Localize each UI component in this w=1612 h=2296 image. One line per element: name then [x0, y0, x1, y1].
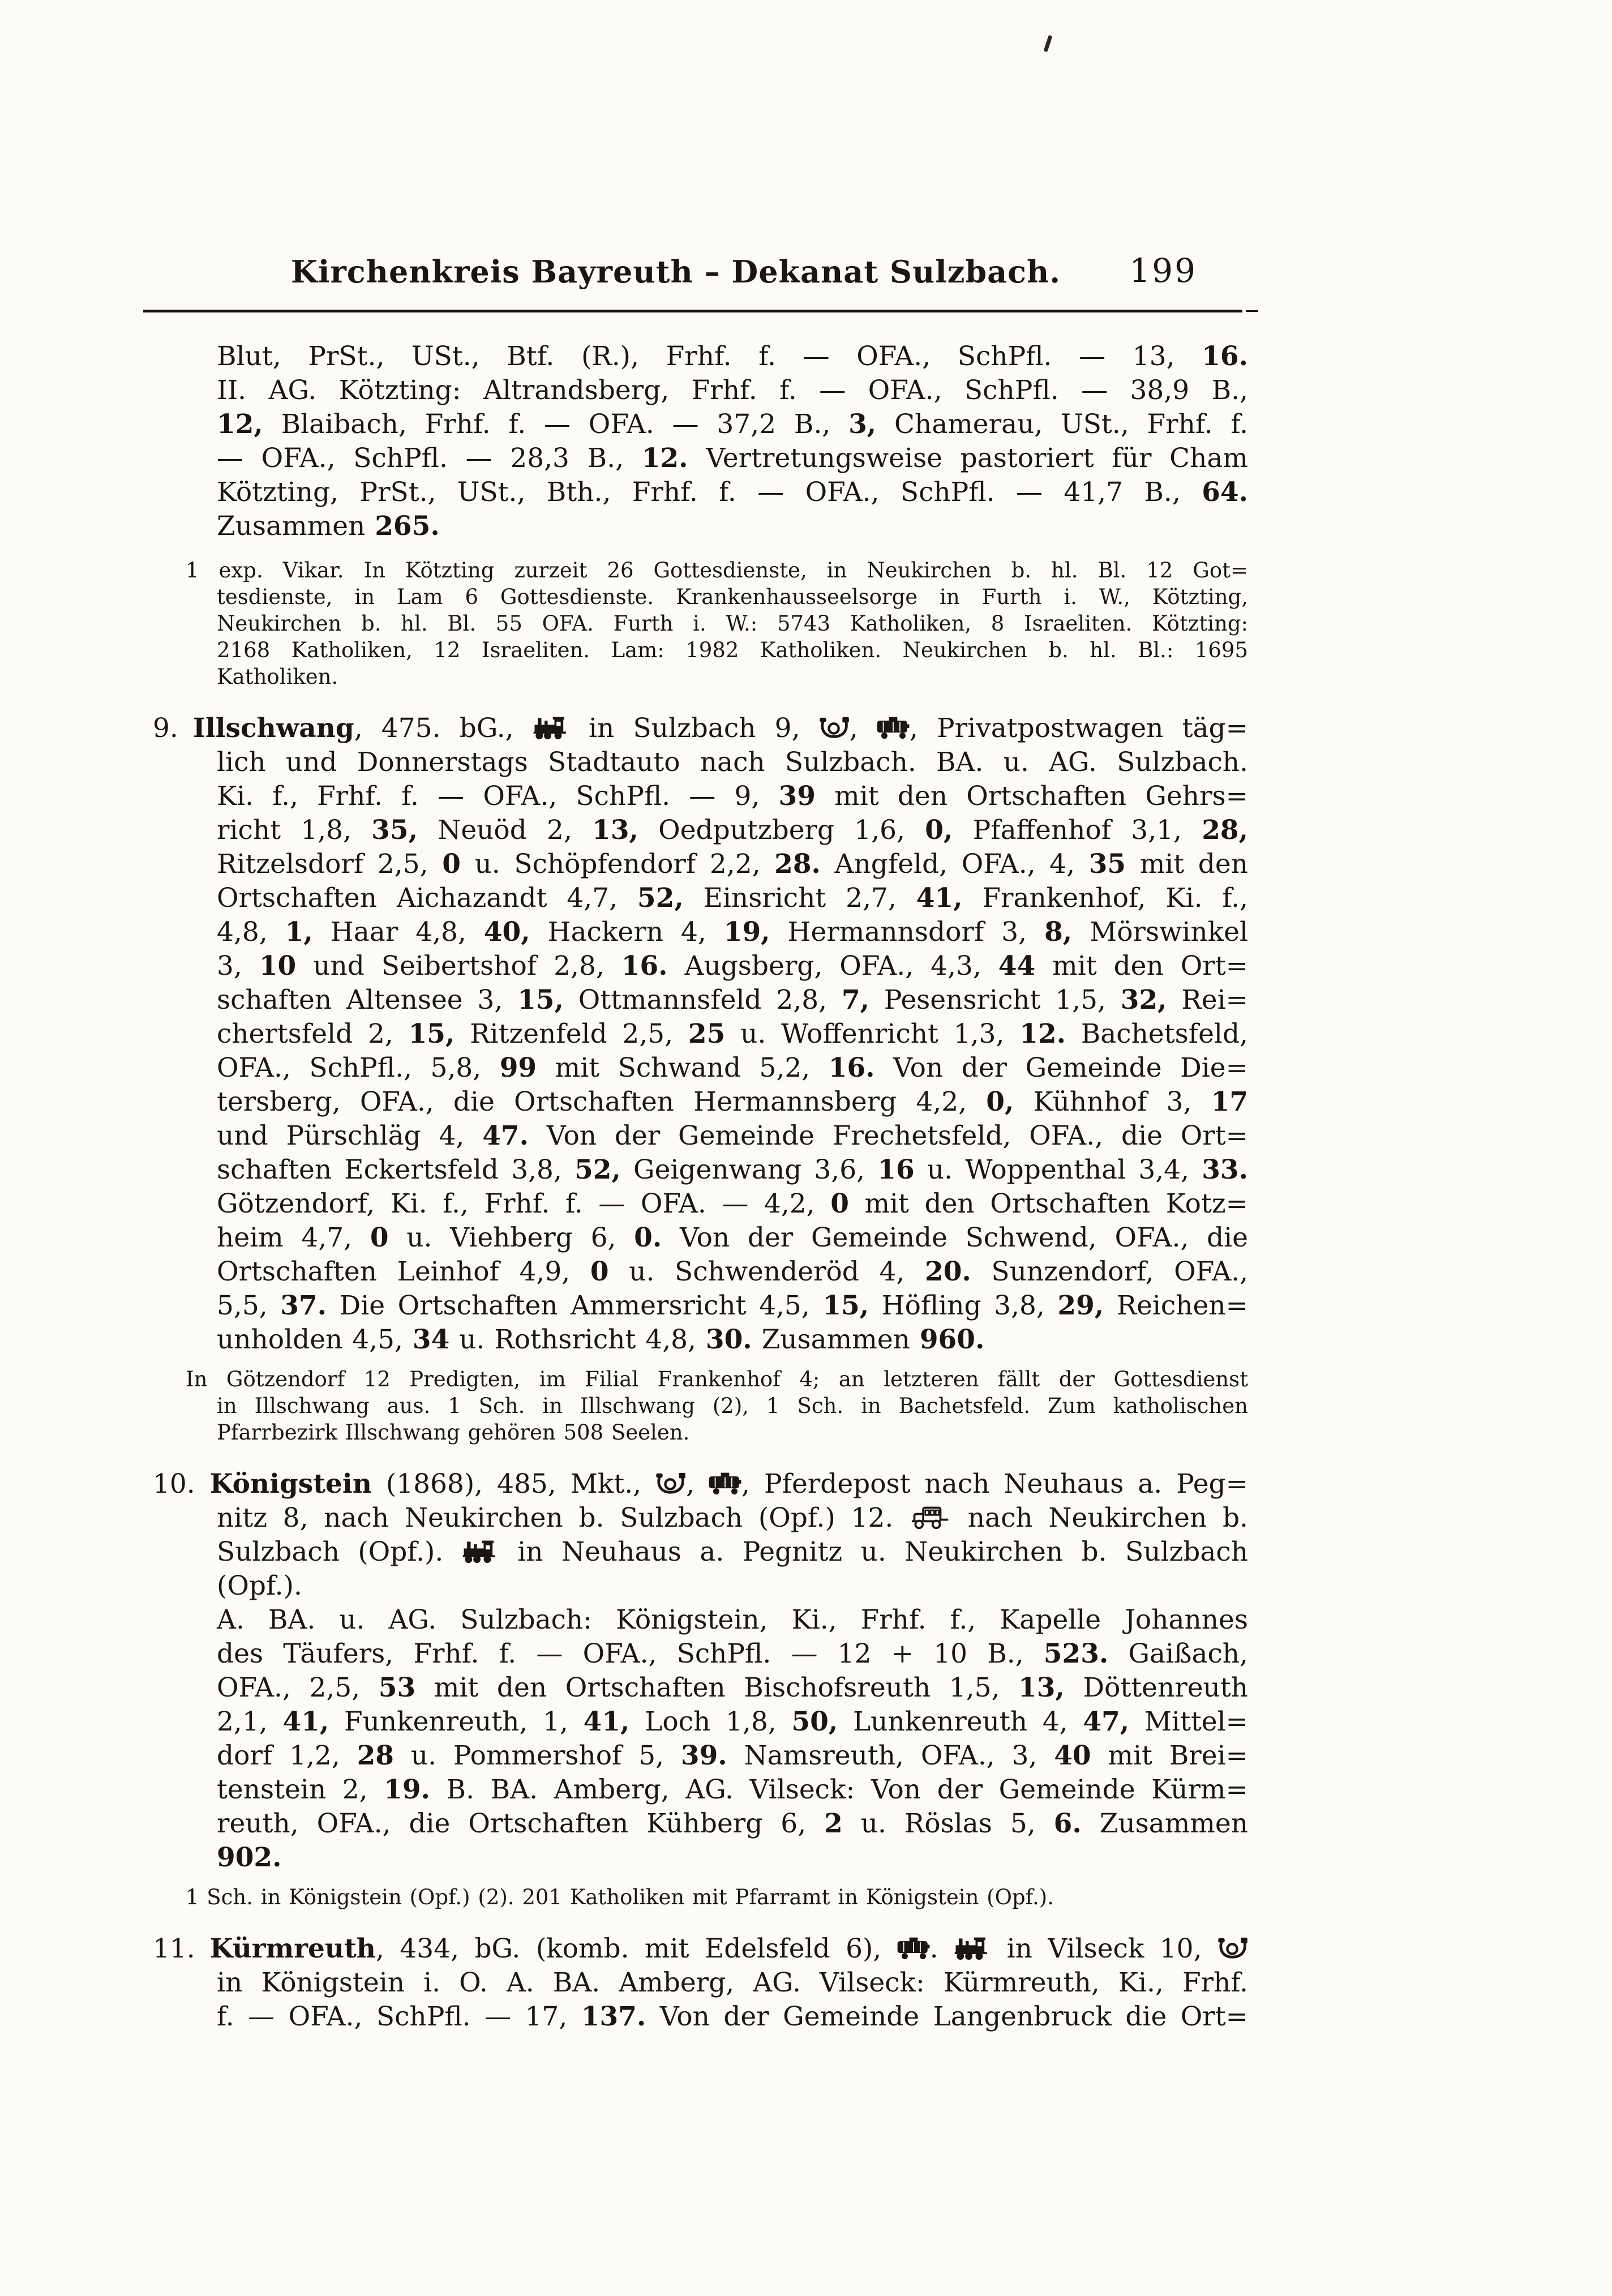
text-run: mit den Ort=: [1035, 950, 1248, 982]
text-run: 2,1,: [217, 1706, 283, 1737]
text-line: [217, 1671, 1248, 1705]
text-run: .: [929, 1933, 954, 1964]
text-run: dorf 1,2,: [217, 1740, 357, 1771]
text-run: Kühnhof 3,: [1014, 1086, 1211, 1117]
text-line: [217, 1966, 1248, 2000]
bold-number: 16.: [828, 1052, 875, 1083]
bold-number: 0: [442, 849, 461, 880]
scan-artifact-mark: [1044, 35, 1053, 53]
text-run: tesdienste, in Lam 6 Gottesdienste. Krankenhausseelsorge in Furth i. W., Kötzting,: [217, 585, 1248, 609]
bold-number: 25: [688, 1018, 726, 1050]
bold-number: 20.: [925, 1256, 971, 1287]
bold-number: 523.: [1043, 1638, 1109, 1669]
bold-number: 13,: [1018, 1672, 1065, 1703]
text-run: Gaißach,: [1108, 1638, 1249, 1669]
text-line: [153, 712, 1248, 746]
text-line: [217, 476, 1248, 509]
header-rule: [143, 310, 1242, 312]
text-line: [217, 610, 1248, 637]
bold-number: 12.: [641, 443, 688, 474]
text-run: in Sulzbach 9,: [569, 713, 819, 744]
text-run: mit Schwand 5,2,: [537, 1052, 829, 1083]
text-run: Blut, PrSt., USt., Btf. (R.), Frhf. f. — OFA., SchPfl. — 13,: [217, 341, 1202, 372]
entry-9: [153, 712, 1249, 1357]
bold-number: 64.: [1202, 477, 1248, 508]
bold-number: 99: [499, 1052, 537, 1083]
text-run: mit den Ortschaften Bischofsreuth 1,5,: [415, 1672, 1019, 1703]
bold-number: 41,: [916, 883, 963, 914]
text-block: [153, 340, 1249, 2034]
text-run: Ki. f., Frhf. f. — OFA., SchPfl. — 9,: [217, 781, 779, 812]
text-run: nach Neukirchen b.: [952, 1502, 1248, 1533]
text-line: [217, 340, 1248, 374]
text-line: [217, 374, 1248, 408]
text-run: in Vilseck 10,: [991, 1933, 1217, 1964]
bold-number: 52,: [637, 883, 684, 914]
text-run: Von der Gemeinde Langenbruck die Ort=: [646, 2001, 1248, 2032]
text-run: Sunzendorf, OFA.,: [971, 1256, 1249, 1287]
bold-number: 137.: [581, 2001, 646, 2032]
bold-number: 6.: [1053, 1808, 1082, 1839]
entry-number: 11.: [153, 1933, 195, 1964]
bold-number: 29,: [1057, 1290, 1104, 1321]
text-line: [217, 584, 1248, 610]
mail-coach-icon: [877, 715, 910, 740]
bold-number: 41,: [583, 1706, 630, 1737]
text-run: 4,8,: [217, 916, 285, 948]
text-run: Namsreuth, OFA., 3,: [727, 1740, 1054, 1771]
bold-number: 40,: [483, 916, 530, 948]
text-run: und Pürschläg 4,: [217, 1120, 483, 1151]
text-run: u. Viehberg 6,: [388, 1222, 634, 1253]
text-run: Zusammen: [1081, 1808, 1248, 1839]
text-run: Lunkenreuth 4,: [838, 1706, 1083, 1737]
text-run: ,: [849, 713, 877, 744]
text-run: Einsricht 2,7,: [683, 883, 916, 914]
page-header: [217, 251, 1248, 305]
railway-locomotive-icon: [462, 1538, 499, 1564]
text-run: Von der Gemeinde Frechetsfeld, OFA., die Ort=: [528, 1120, 1248, 1151]
bold-number: 960.: [919, 1324, 985, 1355]
text-run: Geigenwang 3,6,: [620, 1154, 878, 1185]
bold-number: 8,: [1044, 916, 1073, 948]
bold-number: 41,: [282, 1706, 329, 1737]
text-line: [217, 1393, 1248, 1419]
bold-number: 39: [778, 781, 816, 812]
text-line: [217, 1085, 1248, 1119]
bold-number: 17: [1211, 1086, 1249, 1117]
bold-number: 33.: [1202, 1154, 1248, 1185]
bold-number: 7,: [841, 984, 869, 1016]
text-line: [217, 779, 1248, 813]
text-run: Haar 4,8,: [312, 916, 484, 948]
text-run: Zusammen: [752, 1324, 920, 1355]
text-line: [217, 915, 1248, 949]
text-run: und Seibertshof 2,8,: [296, 950, 621, 982]
text-line: [217, 1221, 1248, 1255]
text-run: Götzendorf, Ki. f., Frhf. f. — OFA. — 4,2,: [217, 1188, 831, 1219]
text-line: [153, 1467, 1248, 1501]
bold-number: 47.: [482, 1120, 529, 1151]
text-line: [217, 1119, 1248, 1153]
text-run: Neuöd 2,: [417, 815, 593, 846]
page-number: 199: [1129, 251, 1197, 290]
text-run: Oedputzberg 1,6,: [638, 815, 925, 846]
text-run: tersberg, OFA., die Ortschaften Hermannsberg 4,2,: [217, 1086, 987, 1117]
bold-number: 40: [1054, 1740, 1091, 1771]
text-run: 3,: [217, 950, 259, 982]
text-run: II. AG. Kötzting: Altrandsberg, Frhf. f. — OFA., SchPfl. — 38,9 B.,: [217, 375, 1248, 406]
text-run: Zusammen: [217, 511, 375, 542]
text-run: , Pferdepost nach Neuhaus a. Peg=: [741, 1468, 1249, 1500]
railway-locomotive-icon: [954, 1935, 991, 1961]
text-line: [217, 442, 1248, 476]
bold-number: 0: [370, 1222, 389, 1253]
text-run: Ritzenfeld 2,5,: [455, 1018, 688, 1050]
text-run: mit Brei=: [1091, 1740, 1248, 1771]
text-run: Ottmannsfeld 2,8,: [563, 984, 842, 1016]
bold-number: 35: [1088, 849, 1126, 880]
entry-11: [153, 1932, 1248, 2034]
text-run: schaften Eckertsfeld 3,8,: [217, 1154, 575, 1185]
footnote: [186, 557, 1248, 690]
posthorn-icon: [655, 1471, 686, 1495]
bold-number: 16.: [621, 950, 668, 982]
text-run: Sulzbach (Opf.).: [217, 1536, 462, 1567]
text-line: [217, 1289, 1248, 1323]
bold-number: Illschwang: [192, 713, 354, 744]
text-line: [217, 509, 1248, 543]
bold-number: 37.: [280, 1290, 327, 1321]
continuation-paragraph: [217, 340, 1248, 543]
text-run: Von der Gemeinde Die=: [874, 1052, 1248, 1083]
bold-number: 50,: [791, 1706, 838, 1737]
text-line: [217, 983, 1248, 1017]
text-run: Mörswinkel: [1072, 916, 1248, 948]
text-run: 1 exp. Vikar. In Kötzting zurzeit 26 Gottesdienste, in Neukirchen b. hl. Bl. 12 Got=: [186, 558, 1248, 582]
text-run: Chamerau, USt., Frhf. f.: [876, 409, 1248, 440]
text-run: , 434, bG. (komb. mit Edelsfeld 6),: [375, 1933, 897, 1964]
railway-locomotive-icon: [533, 714, 570, 740]
text-run: Ritzelsdorf 2,5,: [217, 849, 443, 880]
text-run: Vertretungsweise pastoriert für Cham: [688, 443, 1248, 474]
text-run: u. Röslas 5,: [842, 1808, 1054, 1839]
text-line: [217, 1501, 1248, 1535]
text-line: [217, 1017, 1248, 1051]
bold-number: 28,: [1202, 815, 1249, 846]
text-run: Die Ortschaften Ammersricht 4,5,: [327, 1290, 823, 1321]
bold-number: 52,: [575, 1154, 621, 1185]
text-run: Rei=: [1167, 984, 1248, 1016]
bold-number: 44: [998, 950, 1036, 982]
text-run: Neukirchen b. hl. Bl. 55 OFA. Furth i. W.: 5743 Katholiken, 8 Israeliten. Kötzting:: [217, 611, 1248, 636]
bold-number: 35,: [371, 815, 418, 846]
text-line: [217, 1187, 1248, 1221]
text-line: [217, 1739, 1248, 1773]
text-run: nitz 8, nach Neukirchen b. Sulzbach (Opf.) 12.: [217, 1502, 910, 1533]
entry-number: 10.: [153, 1468, 195, 1500]
text-line: [186, 1884, 1248, 1911]
text-run: Pesensricht 1,5,: [869, 984, 1121, 1016]
text-run: Hackern 4,: [530, 916, 724, 948]
text-run: Reichen=: [1104, 1290, 1248, 1321]
text-line: [217, 746, 1248, 779]
bold-number: Kürmreuth: [209, 1933, 376, 1964]
text-line: [217, 1051, 1248, 1085]
text-run: , 475. bG.,: [354, 713, 533, 744]
text-line: [217, 1705, 1248, 1739]
text-run: 5,5,: [217, 1290, 281, 1321]
text-run: — OFA., SchPfl. — 28,3 B.,: [217, 443, 642, 474]
bold-number: 0: [830, 1188, 849, 1219]
text-run: schaften Altensee 3,: [217, 984, 518, 1016]
bold-number: 34: [412, 1324, 450, 1355]
bold-number: 39.: [680, 1740, 727, 1771]
mail-coach-icon: [709, 1471, 741, 1496]
text-run: OFA., 2,5,: [217, 1672, 379, 1703]
bold-number: 0,: [925, 815, 953, 846]
text-run: Angfeld, OFA., 4,: [820, 849, 1089, 880]
text-run: Ortschaften Aichazandt 4,7,: [217, 883, 637, 914]
text-run: Döttenreuth: [1064, 1672, 1248, 1703]
text-line: [217, 1153, 1248, 1187]
entry-number: 9.: [153, 713, 178, 744]
text-run: Pfarrbezirk Illschwang gehören 508 Seelen.: [217, 1420, 690, 1445]
text-run: In Götzendorf 12 Predigten, im Filial Frankenhof 4; an letzteren fällt der Gottesdienst: [186, 1367, 1248, 1391]
text-run: u. Schwenderöd 4,: [608, 1256, 925, 1287]
text-run: tenstein 2,: [217, 1774, 384, 1805]
bold-number: 15,: [408, 1018, 455, 1050]
text-run: 1 Sch. in Königstein (Opf.) (2). 201 Katholiken mit Pfarramt in Königstein (Opf.).: [186, 1885, 1054, 1909]
posthorn-icon: [819, 716, 850, 739]
footnote: [186, 1366, 1248, 1446]
text-run: Funkenreuth, 1,: [329, 1706, 584, 1737]
text-run: mit den Ortschaften Kotz=: [848, 1188, 1248, 1219]
bold-number: 902.: [217, 1842, 282, 1873]
text-run: lich und Donnerstags Stadtauto nach Sulzbach. BA. u. AG. Sulzbach.: [217, 747, 1248, 778]
bold-number: 16: [877, 1154, 915, 1185]
running-header-title: Kirchenkreis Bayreuth – Dekanat Sulzbach.: [290, 254, 1061, 290]
text-run: Pfaffenhof 3,1,: [953, 815, 1202, 846]
text-line: [217, 408, 1248, 442]
bold-number: 16.: [1202, 341, 1248, 372]
bold-number: 3,: [848, 409, 877, 440]
mail-coach-icon: [897, 1935, 930, 1960]
text-run: unholden 4,5,: [217, 1324, 413, 1355]
text-line: [217, 1773, 1248, 1807]
posthorn-icon: [1217, 1936, 1248, 1960]
bold-number: 32,: [1120, 984, 1167, 1016]
bold-number: 12,: [217, 409, 263, 440]
bold-number: 19.: [384, 1774, 430, 1805]
text-run: in Königstein i. O. A. BA. Amberg, AG. Vilseck: Kürmreuth, Ki., Frhf.: [217, 1967, 1248, 1998]
text-line: [186, 1366, 1248, 1393]
text-line: [217, 637, 1248, 663]
text-run: mit den: [1126, 849, 1248, 880]
text-run: (1868), 485, Mkt.,: [371, 1468, 656, 1500]
text-line: [153, 1932, 1248, 1966]
text-run: Bachetsfeld,: [1065, 1018, 1248, 1050]
text-line: [217, 1323, 1248, 1357]
text-run: Von der Gemeinde Schwend, OFA., die: [662, 1222, 1248, 1253]
text-run: Frankenhof, Ki. f.,: [962, 883, 1248, 914]
entry-10: [153, 1467, 1249, 1875]
bold-number: 15,: [517, 984, 564, 1016]
footnote: [186, 1884, 1248, 1911]
text-line: [217, 813, 1248, 847]
text-run: in Illschwang aus. 1 Sch. in Illschwang (2), 1 Sch. in Bachetsfeld. Zum katholischen: [217, 1394, 1248, 1418]
text-run: u. Rothsricht 4,8,: [449, 1324, 706, 1355]
bold-number: 13,: [592, 815, 638, 846]
text-line: [217, 1535, 1248, 1603]
text-run: Kötzting, PrSt., USt., Bth., Frhf. f. — OFA., SchPfl. — 41,7 B.,: [217, 477, 1202, 508]
text-run: des Täufers, Frhf. f. — OFA., SchPfl. — 12 + 10 B.,: [217, 1638, 1044, 1669]
text-run: mit den Ortschaften Gehrs=: [815, 781, 1248, 812]
text-run: reuth, OFA., die Ortschaften Kühberg 6,: [217, 1808, 825, 1839]
bold-number: 2: [824, 1808, 843, 1839]
bold-number: 265.: [375, 511, 440, 542]
text-line: [217, 1603, 1248, 1637]
text-line: [217, 847, 1248, 881]
text-line: [217, 1807, 1248, 1841]
text-run: Höfling 3,8,: [869, 1290, 1058, 1321]
bold-number: 0.: [634, 1222, 662, 1253]
text-run: u. Woppenthal 3,4,: [914, 1154, 1202, 1185]
text-line: [217, 2000, 1248, 2034]
text-run: Blaibach, Frhf. f. — OFA. — 37,2 B.,: [263, 409, 849, 440]
bold-number: 0,: [986, 1086, 1014, 1117]
bold-number: 12.: [1019, 1018, 1066, 1050]
bold-number: 47,: [1083, 1706, 1130, 1737]
bold-number: 19,: [723, 916, 770, 948]
text-run: Augsberg, OFA., 4,3,: [667, 950, 998, 982]
text-line: [217, 1255, 1248, 1289]
bold-number: 28.: [774, 849, 821, 880]
text-run: A. BA. u. AG. Sulzbach: Königstein, Ki., Frhf. f., Kapelle Johannes: [217, 1604, 1248, 1635]
bold-number: Königstein: [209, 1468, 372, 1500]
text-run: Mittel=: [1129, 1706, 1249, 1737]
text-run: f. — OFA., SchPfl. — 17,: [217, 2001, 581, 2032]
text-run: Ortschaften Leinhof 4,9,: [217, 1256, 590, 1287]
bold-number: 28: [357, 1740, 394, 1771]
text-run: Loch 1,8,: [629, 1706, 792, 1737]
text-line: [217, 1419, 1248, 1446]
text-line: [186, 557, 1248, 584]
text-run: heim 4,7,: [217, 1222, 370, 1253]
bold-number: 10: [259, 950, 297, 982]
bold-number: 0: [590, 1256, 609, 1287]
text-run: Katholiken.: [217, 665, 338, 689]
text-line: [217, 881, 1248, 915]
text-run: in Neuhaus a. Pegnitz u. Neukirchen b. Sulzbach (Opf.).: [217, 1536, 1248, 1601]
bold-number: 1,: [285, 916, 313, 948]
text-run: u. Woffenricht 1,3,: [725, 1018, 1020, 1050]
text-run: chertsfeld 2,: [217, 1018, 409, 1050]
bold-number: 30.: [705, 1324, 752, 1355]
text-line: [217, 1841, 1248, 1875]
text-run: Hermannsdorf 3,: [770, 916, 1045, 948]
text-line: [217, 663, 1248, 690]
text-run: u. Pommershof 5,: [394, 1740, 681, 1771]
text-line: [217, 949, 1248, 983]
text-run: 2168 Katholiken, 12 Israeliten. Lam: 1982 Katholiken. Neukirchen b. hl. Bl.: 1695: [217, 638, 1248, 662]
motor-omnibus-icon: [909, 1504, 952, 1530]
text-run: richt 1,8,: [217, 815, 372, 846]
text-run: B. BA. Amberg, AG. Vilseck: Von der Gemeinde Kürm=: [430, 1774, 1248, 1805]
text-run: , Privatpostwagen täg=: [909, 713, 1249, 744]
bold-number: 15,: [822, 1290, 869, 1321]
text-run: OFA., SchPfl., 5,8,: [217, 1052, 500, 1083]
text-line: [217, 1637, 1248, 1671]
text-run: u. Schöpfendorf 2,2,: [460, 849, 775, 880]
text-run: ,: [686, 1468, 709, 1500]
bold-number: 53: [378, 1672, 416, 1703]
